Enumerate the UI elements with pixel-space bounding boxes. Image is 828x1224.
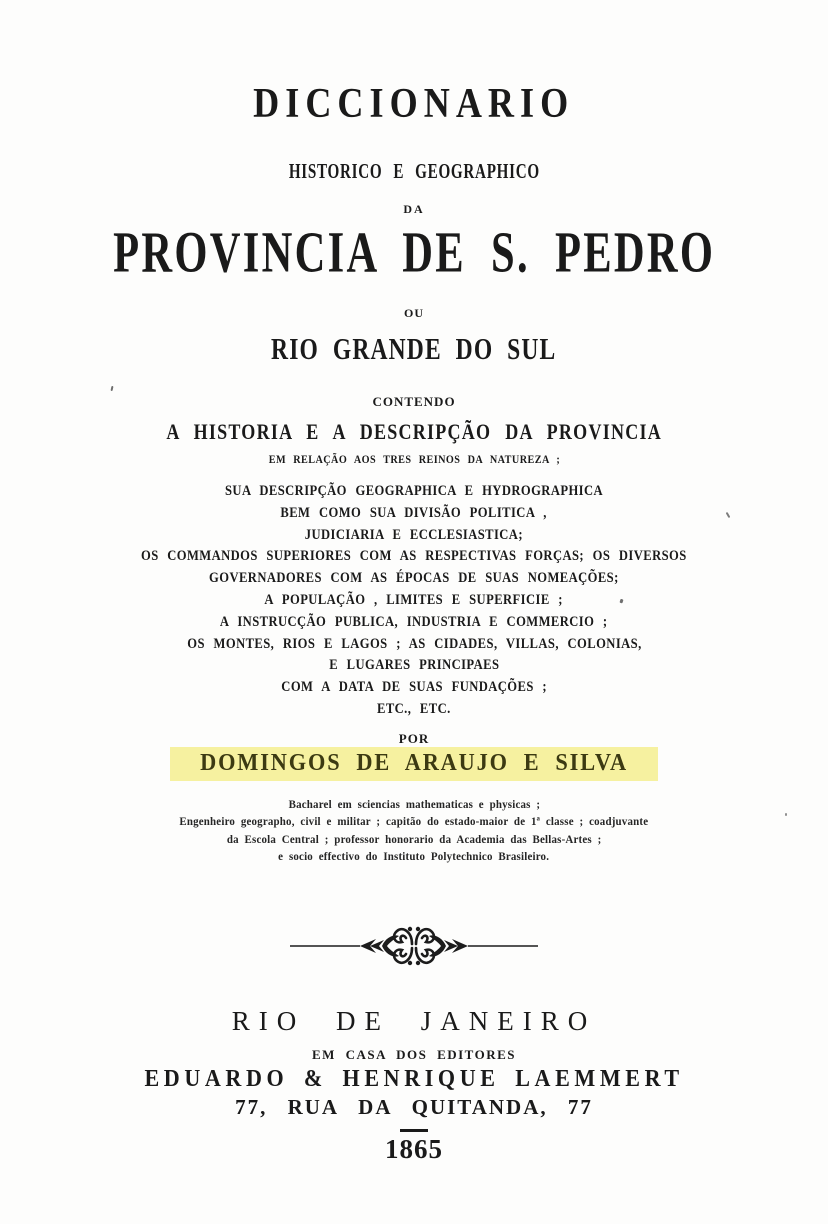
- contents-subheading-text: EM RELAÇÃO AOS TRES REINOS DA NATUREZA ;: [268, 452, 560, 466]
- publisher-intro: EM CASA DOS EDITORES: [311, 1047, 517, 1062]
- main-title: [0, 221, 828, 285]
- ornament-divider: [0, 922, 828, 975]
- contents-list: [0, 481, 828, 721]
- scan-speck: [111, 386, 114, 391]
- contents-line: SUA DESCRIPÇÃO GEOGRAPHICA E HYDROGRAPHICA: [224, 483, 604, 499]
- author-credential-line: da Escola Central ; professor honorario da Academia das Bellas-Artes ;: [226, 833, 602, 846]
- contents-line: OS COMMANDOS SUPERIORES COM AS RESPECTIVAS FORÇAS; OS DIVERSOS: [141, 548, 687, 565]
- author-name-highlight: [170, 747, 658, 781]
- series-title: [0, 80, 828, 128]
- contents-line: GOVERNADORES COM AS ÉPOCAS DE SUAS NOMEAÇÕES;: [209, 570, 619, 587]
- contendo-label: CONTENDO: [372, 394, 456, 409]
- author-credential-line: e socio effectivo do Instituto Polytechnico Brasileiro.: [278, 850, 550, 863]
- year-rule: [400, 1129, 428, 1132]
- imprint-city: RIO DE JANEIRO: [231, 1006, 597, 1036]
- ornament-divider-svg: [288, 922, 540, 970]
- contents-heading-text: A HISTORIA E A DESCRIPÇÃO DA PROVINCIA: [166, 419, 662, 444]
- scan-speck: [785, 813, 787, 816]
- contents-subheading: [0, 452, 828, 467]
- contents-line: A POPULAÇÃO , LIMITES E SUPERFICIE ;: [264, 591, 564, 608]
- author-credential-line: Bacharel em sciencias mathematicas e physicas ;: [288, 799, 540, 811]
- publisher-name: [0, 1066, 828, 1093]
- contents-line: A INSTRUCÇÃO PUBLICA, INDUSTRIA E COMMERCIO ;: [220, 613, 608, 630]
- main-title-text: PROVINCIA DE S. PEDRO: [112, 220, 716, 286]
- series-subtitle-text: HISTORICO E GEOGRAPHICO: [288, 159, 540, 183]
- author-name: DOMINGOS DE ARAUJO E SILVA: [200, 750, 628, 776]
- publisher-address: 77, RUA DA QUITANDA, 77: [235, 1095, 593, 1119]
- publication-year: 1865: [385, 1134, 443, 1164]
- alt-title-text: RIO GRANDE DO SUL: [271, 331, 557, 366]
- contents-heading: [0, 419, 828, 445]
- connector-da: DA: [403, 202, 425, 216]
- contents-line: JUDICIARIA E ECCLESIASTICA;: [304, 526, 524, 543]
- contents-line: OS MONTES, RIOS E LAGOS ; AS CIDADES, VILLAS, COLONIAS,: [186, 635, 642, 652]
- contents-line: E LUGARES PRINCIPAES: [328, 657, 500, 674]
- alt-title: [0, 331, 828, 367]
- author-name-line: [0, 747, 828, 781]
- publisher-name-text: EDUARDO & HENRIQUE LAEMMERT: [144, 1066, 684, 1092]
- author-credential-line: Engenheiro geographo, civil e militar ; capitão do estado-maior de 1ª classe ; coadjuvante: [179, 816, 649, 829]
- por-label: POR: [398, 731, 430, 746]
- contents-line: COM A DATA DE SUAS FUNDAÇÕES ;: [281, 679, 547, 696]
- contents-line: ETC., ETC.: [377, 700, 451, 717]
- author-credentials: [0, 797, 828, 866]
- connector-ou: OU: [404, 306, 424, 320]
- series-subtitle: [0, 159, 828, 184]
- contents-line: BEM COMO SUA DIVISÃO POLITICA ,: [280, 504, 548, 521]
- series-title-text: DICCIONARIO: [253, 81, 575, 127]
